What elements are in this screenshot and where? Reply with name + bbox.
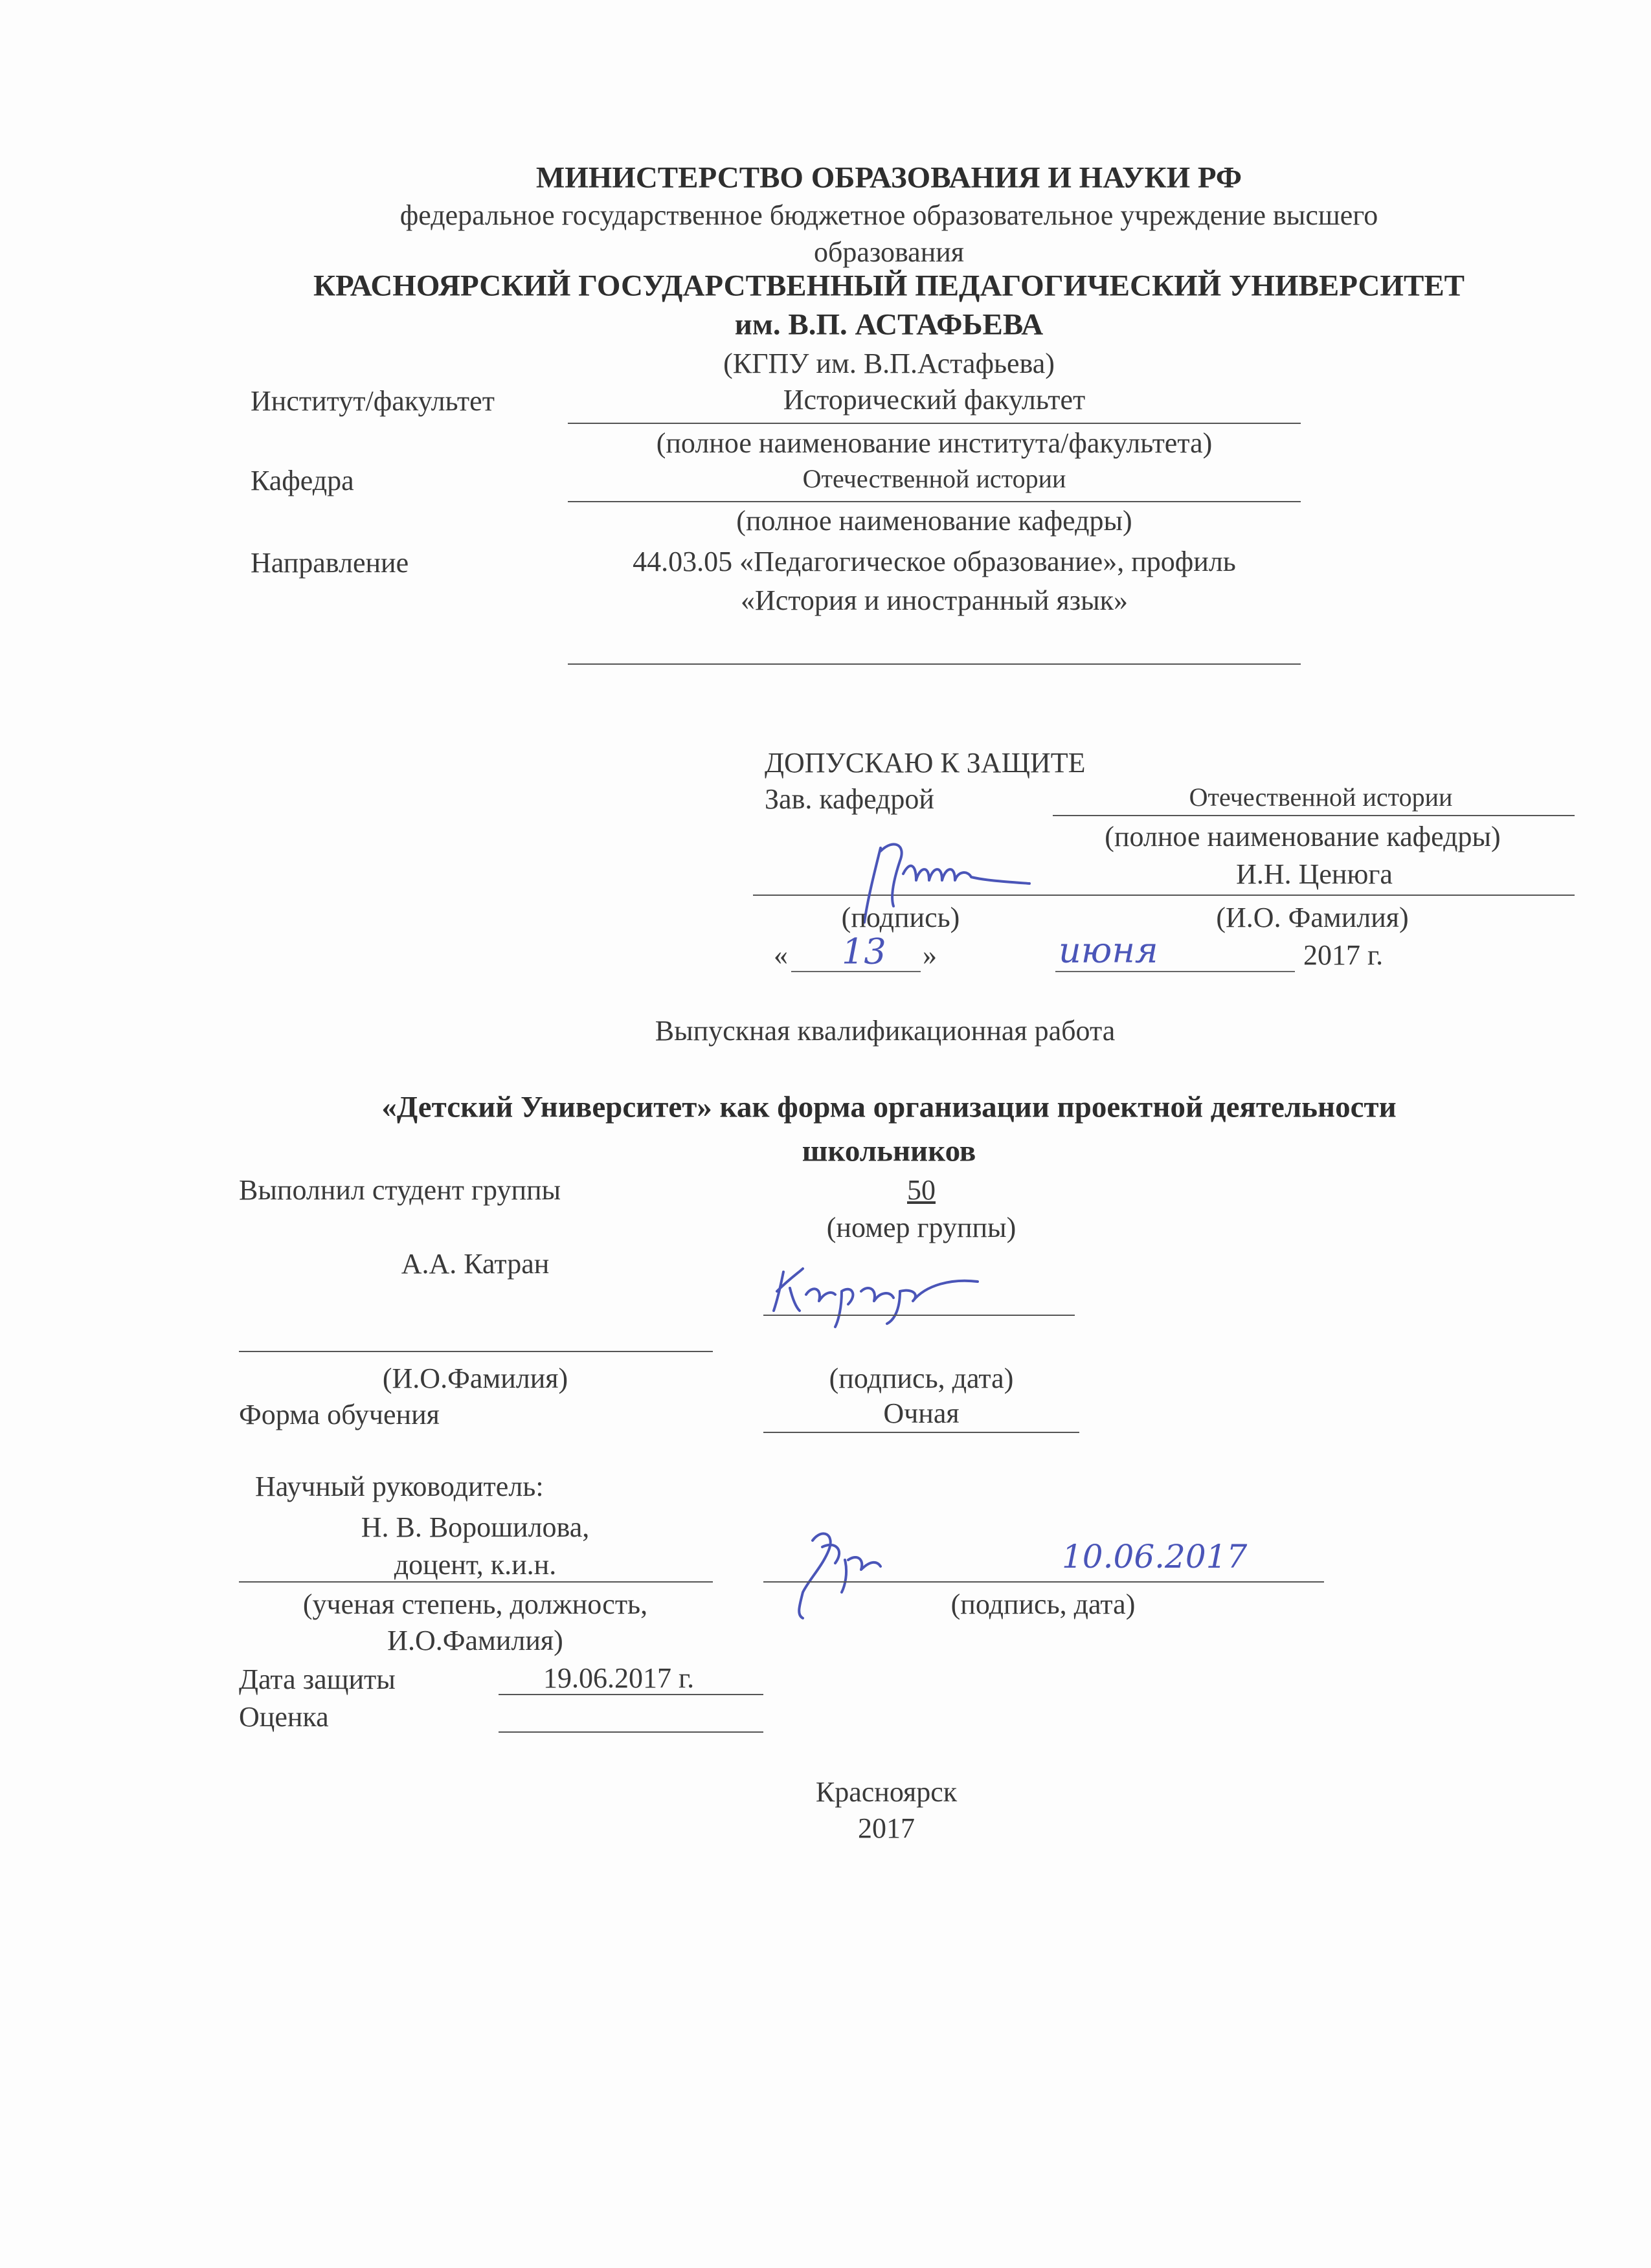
head-name: И.Н. Ценюга xyxy=(1236,858,1393,890)
head-label: Зав. кафедрой xyxy=(765,783,934,815)
student-signature xyxy=(764,1256,984,1327)
supervisor-label: Научный руководитель: xyxy=(255,1471,544,1502)
department-label: Кафедра xyxy=(251,465,354,496)
study-form-label: Форма обучения xyxy=(239,1399,440,1430)
supervisor-signature-date: 10.06.2017 xyxy=(1062,1538,1248,1575)
date-quote-close: » xyxy=(923,939,937,971)
student-group: 50 xyxy=(907,1174,936,1206)
approval-department-value: Отечественной истории xyxy=(1189,783,1453,812)
department-hint: (полное наименование кафедры) xyxy=(736,505,1132,537)
study-form-underline xyxy=(763,1432,1079,1433)
footer-year: 2017 xyxy=(858,1812,915,1844)
institution-type-line2: образования xyxy=(813,236,965,268)
institute-label: Институт/факультет xyxy=(251,385,495,417)
university-name: КРАСНОЯРСКИЙ ГОСУДАРСТВЕННЫЙ ПЕДАГОГИЧЕСКИЙ УНИВЕРСИТЕТ xyxy=(313,269,1465,303)
work-title-line2: школьников xyxy=(802,1134,976,1168)
defense-date-underline xyxy=(499,1694,763,1695)
grade-label: Оценка xyxy=(239,1701,329,1733)
supervisor-hint-line1: (ученая степень, должность, xyxy=(302,1588,648,1620)
group-hint: (номер группы) xyxy=(826,1212,1016,1243)
institution-type-line1: федеральное государственное бюджетное образовательное учреждение высшего xyxy=(399,199,1378,231)
ministry-title: МИНИСТЕРСТВО ОБРАЗОВАНИЯ И НАУКИ РФ xyxy=(535,161,1242,195)
month-underline xyxy=(1055,971,1295,972)
date-quote-open: « xyxy=(774,939,788,971)
name-hint: (И.О. Фамилия) xyxy=(1216,902,1409,933)
student-name-hint: (И.О.Фамилия) xyxy=(382,1362,568,1394)
work-title-line1: «Детский Университет» как форма организации проектной деятельности xyxy=(381,1090,1397,1124)
approval-day: 13 xyxy=(842,931,886,972)
supervisor-signature-underline xyxy=(763,1581,1324,1583)
approval-department-hint: (полное наименование кафедры) xyxy=(1105,821,1501,852)
university-name-line2: им. В.П. АСТАФЬЕВА xyxy=(734,307,1044,342)
defense-date-value: 19.06.2017 г. xyxy=(543,1662,695,1694)
approval-year: 2017 г. xyxy=(1303,939,1384,971)
supervisor-name: Н. В. Ворошилова, xyxy=(361,1511,590,1543)
department-underline xyxy=(568,501,1301,502)
direction-underline xyxy=(568,663,1301,665)
institute-hint: (полное наименование института/факультета) xyxy=(656,427,1213,459)
supervisor-signature-hint: (подпись, дата) xyxy=(950,1588,1136,1620)
supervisor-signature xyxy=(783,1521,945,1625)
supervisor-position: доцент, к.и.н. xyxy=(394,1549,557,1581)
work-type: Выпускная квалификационная работа xyxy=(655,1015,1116,1047)
approval-department-underline xyxy=(1053,815,1575,816)
department-value: Отечественной истории xyxy=(802,464,1066,493)
direction-value-line2: «История и иностранный язык» xyxy=(740,584,1129,616)
study-form-value: Очная xyxy=(883,1397,960,1429)
approval-title: ДОПУСКАЮ К ЗАЩИТЕ xyxy=(765,747,1086,779)
defense-date-label: Дата защиты xyxy=(239,1663,396,1695)
student-label: Выполнил студент группы xyxy=(239,1174,561,1206)
grade-underline xyxy=(499,1731,763,1733)
direction-value-line1: 44.03.05 «Педагогическое образование», профиль xyxy=(633,546,1236,577)
supervisor-hint-line2: И.О.Фамилия) xyxy=(387,1625,563,1656)
student-signature-underline xyxy=(763,1315,1075,1316)
footer-city: Красноярск xyxy=(815,1776,958,1808)
institute-value: Исторический факультет xyxy=(783,384,1086,416)
direction-label: Направление xyxy=(251,547,409,579)
signature-hint: (подпись) xyxy=(841,902,960,933)
student-name: А.А. Катран xyxy=(401,1248,550,1280)
student-name-underline xyxy=(239,1351,713,1352)
institute-underline xyxy=(568,423,1301,424)
approval-month: июня xyxy=(1059,929,1158,971)
day-underline xyxy=(791,971,921,972)
university-short-name: (КГПУ им. В.П.Астафьева) xyxy=(723,348,1055,379)
student-signature-hint: (подпись, дата) xyxy=(829,1362,1014,1394)
supervisor-underline xyxy=(239,1581,713,1583)
